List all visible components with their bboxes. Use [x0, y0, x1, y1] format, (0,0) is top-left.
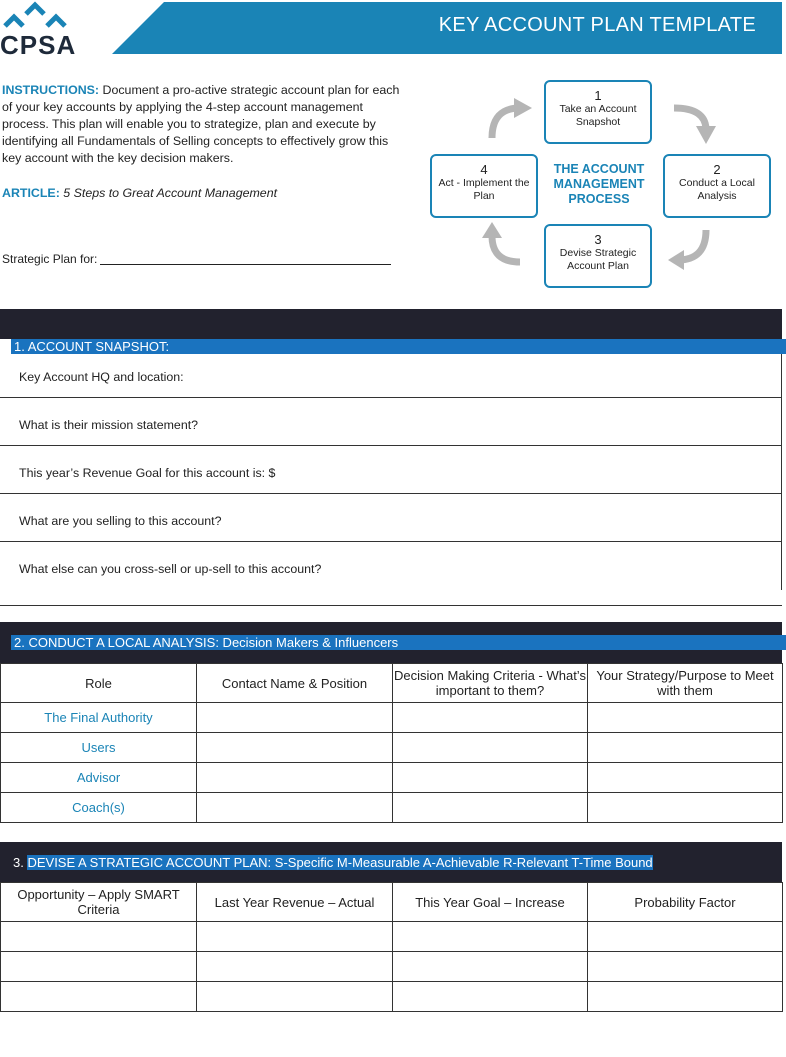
role-cell: Advisor [1, 763, 197, 793]
selling-field[interactable]: What are you selling to this account? [19, 514, 222, 528]
column-header: Role [1, 664, 197, 703]
divider [0, 493, 782, 494]
article-label: ARTICLE: [2, 186, 60, 200]
mission-statement-field[interactable]: What is their mission statement? [19, 418, 199, 432]
section1-title: 1. ACCOUNT SNAPSHOT: [11, 339, 786, 354]
step-number: 4 [480, 162, 488, 177]
cycle-step-1 [544, 80, 652, 144]
column-header: Opportunity – Apply SMART Criteria [1, 883, 197, 922]
input-cell[interactable] [588, 733, 783, 763]
input-cell[interactable] [393, 952, 588, 982]
input-cell[interactable] [588, 952, 783, 982]
cross-sell-field[interactable]: What else can you cross-sell or up-sell to this account? [19, 562, 322, 576]
instructions [2, 82, 404, 167]
table-header-row [1, 664, 783, 703]
input-cell[interactable] [588, 922, 783, 952]
input-cell[interactable] [393, 733, 588, 763]
decision-makers-table [0, 663, 783, 823]
column-header: Your Strategy/Purpose to Meet with them [588, 664, 783, 703]
role-cell: Users [1, 733, 197, 763]
table-header-row [1, 883, 783, 922]
table-row [1, 703, 783, 733]
step-label: Take an Account Snapshot [559, 103, 637, 128]
strategic-plan-table [0, 882, 783, 1012]
input-cell[interactable] [197, 952, 393, 982]
logo-chevron-icon [2, 0, 68, 30]
role-cell: The Final Authority [1, 703, 197, 733]
instructions-label: INSTRUCTIONS: [2, 83, 100, 97]
input-cell[interactable] [393, 982, 588, 1012]
role-cell: Coach(s) [1, 793, 197, 823]
instructions-text: Document a pro-active strategic account plan for each of your key accounts by applying the 4-step account management process. This plan will enable you to strategize, plan and execute by identifying all Fundamentals of Selling concepts to effectively grow this key account with the key decision makers. [2, 83, 400, 165]
section2-title: 2. CONDUCT A LOCAL ANALYSIS: Decision Makers & Influencers [11, 635, 786, 650]
section1-band [0, 309, 782, 339]
column-header: Last Year Revenue – Actual [197, 883, 393, 922]
input-cell[interactable] [393, 703, 588, 733]
cycle-step-2 [663, 154, 771, 218]
input-cell[interactable] [588, 763, 783, 793]
divider [0, 397, 782, 398]
input-cell[interactable] [393, 793, 588, 823]
hq-location-field[interactable]: Key Account HQ and location: [19, 370, 184, 384]
column-header: Probability Factor [588, 883, 783, 922]
cycle-title: THE ACCOUNT MANAGEMENT PROCESS [553, 162, 645, 206]
input-cell[interactable] [197, 733, 393, 763]
input-cell[interactable] [197, 793, 393, 823]
section3-title [13, 855, 653, 870]
revenue-goal-field[interactable]: This year’s Revenue Goal for this account is: $ [19, 466, 276, 480]
column-header: Decision Making Criteria - What’s important to them? [393, 664, 588, 703]
section3-number: 3. [13, 855, 24, 870]
table-row [1, 733, 783, 763]
article [2, 186, 277, 200]
divider [0, 605, 782, 606]
step-label: Conduct a Local Analysis [679, 177, 755, 202]
table-row [1, 982, 783, 1012]
column-header: This Year Goal – Increase [393, 883, 588, 922]
input-cell[interactable] [1, 982, 197, 1012]
strategic-plan-field[interactable] [100, 264, 391, 265]
article-link[interactable]: 5 Steps to Great Account Management [63, 186, 278, 200]
table-row [1, 793, 783, 823]
arrow-bottom-left-icon [492, 236, 520, 262]
input-cell[interactable] [393, 922, 588, 952]
step-number: 2 [713, 162, 721, 177]
step-number: 1 [594, 88, 602, 103]
table-row [1, 922, 783, 952]
page-title: KEY ACCOUNT PLAN TEMPLATE [438, 14, 756, 36]
logo: CPSA [0, 30, 77, 60]
section3-title-text: DEVISE A STRATEGIC ACCOUNT PLAN: S-Specific M-Measurable A-Achievable R-Relevant T-Time Bound [27, 855, 653, 870]
input-cell[interactable] [393, 763, 588, 793]
section1-border [781, 354, 782, 590]
input-cell[interactable] [588, 982, 783, 1012]
step-label: Devise Strategic Account Plan [559, 247, 637, 272]
input-cell[interactable] [197, 922, 393, 952]
table-row [1, 952, 783, 982]
strategic-plan-label: Strategic Plan for: [2, 252, 98, 266]
input-cell[interactable] [197, 763, 393, 793]
input-cell[interactable] [588, 703, 783, 733]
input-cell[interactable] [197, 982, 393, 1012]
step-number: 3 [594, 232, 602, 247]
input-cell[interactable] [1, 952, 197, 982]
input-cell[interactable] [197, 703, 393, 733]
column-header: Contact Name & Position [197, 664, 393, 703]
input-cell[interactable] [1, 922, 197, 952]
divider [0, 445, 782, 446]
step-label: Act - Implement the Plan [438, 177, 530, 202]
input-cell[interactable] [588, 793, 783, 823]
cycle-step-4 [430, 154, 538, 218]
divider [0, 541, 782, 542]
table-row [1, 763, 783, 793]
cycle-step-3 [544, 224, 652, 288]
section3-band [0, 842, 782, 882]
